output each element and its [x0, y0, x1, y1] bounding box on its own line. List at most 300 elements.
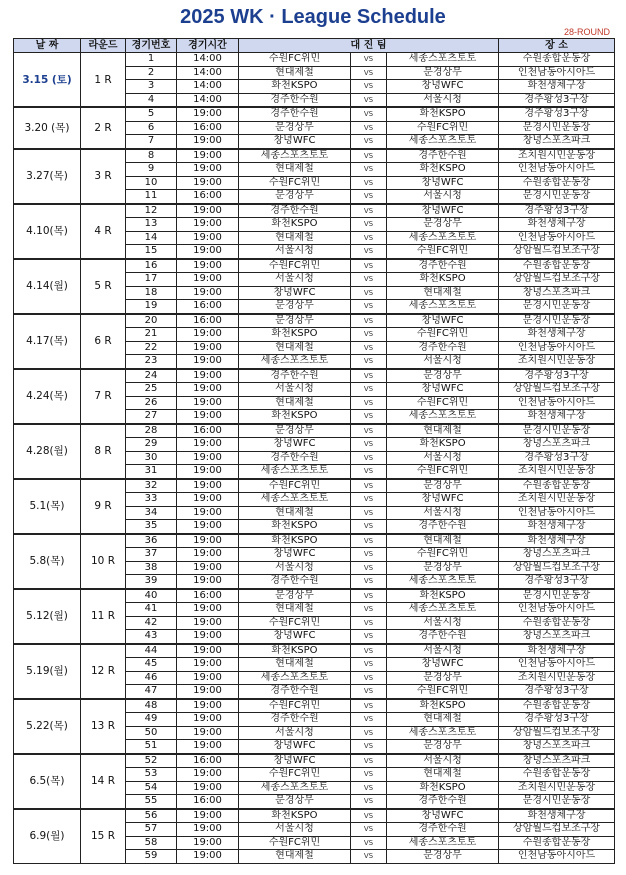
game-time: 19:00: [177, 713, 239, 727]
game-time: 16:00: [177, 754, 239, 768]
game-number: 35: [126, 520, 177, 534]
away-team: 경주한수원: [387, 341, 499, 355]
table-row: [14, 149, 615, 163]
home-team: 수원FC위민: [239, 616, 351, 630]
game-number: 23: [126, 355, 177, 369]
venue: 창녕스포츠파크: [499, 438, 615, 452]
home-team: 창녕WFC: [239, 135, 351, 149]
home-team: 세종스포츠토토: [239, 781, 351, 795]
game-number: 30: [126, 451, 177, 465]
venue: 문경시민운동장: [499, 589, 615, 603]
home-team: 수원FC위민: [239, 53, 351, 67]
venue: 문경시민운동장: [499, 190, 615, 204]
venue: 조치원시민운동장: [499, 465, 615, 479]
home-team: 서울시청: [239, 726, 351, 740]
venue: 화천생체구장: [499, 644, 615, 658]
game-time: 19:00: [177, 658, 239, 672]
match-date: 3.27(목): [14, 149, 81, 204]
away-team: 문경상무: [387, 740, 499, 754]
game-number: 3: [126, 80, 177, 94]
game-time: 19:00: [177, 396, 239, 410]
away-team: 수원FC위민: [387, 396, 499, 410]
away-team: 창녕WFC: [387, 493, 499, 507]
page-title: 2025 WK · League Schedule: [180, 6, 446, 28]
venue: 화천생체구장: [499, 328, 615, 342]
away-team: 세종스포츠토토: [387, 231, 499, 245]
game-time: 19:00: [177, 451, 239, 465]
game-time: 19:00: [177, 383, 239, 397]
vs-label: VS: [351, 53, 387, 67]
game-time: 19:00: [177, 204, 239, 218]
schedule-table: [13, 38, 615, 864]
game-time: 16:00: [177, 190, 239, 204]
game-time: 19:00: [177, 740, 239, 754]
vs-label: VS: [351, 616, 387, 630]
game-time: 19:00: [177, 176, 239, 190]
venue: 화천생체구장: [499, 520, 615, 534]
vs-label: VS: [351, 286, 387, 300]
table-row: [14, 589, 615, 603]
away-team: 화천KSPO: [387, 107, 499, 121]
venue: 창녕스포츠파크: [499, 135, 615, 149]
vs-label: VS: [351, 149, 387, 163]
away-team: 현대제철: [387, 713, 499, 727]
away-team: 문경상무: [387, 218, 499, 232]
table-row: [14, 479, 615, 493]
match-date: 4.10(목): [14, 204, 81, 259]
game-time: 19:00: [177, 245, 239, 259]
home-team: 창녕WFC: [239, 630, 351, 644]
venue: 조치원시민운동장: [499, 355, 615, 369]
home-team: 문경상무: [239, 314, 351, 328]
venue: 경주황성3구장: [499, 685, 615, 699]
away-team: 수원FC위민: [387, 685, 499, 699]
away-team: 화천KSPO: [387, 781, 499, 795]
venue: 화천생체구장: [499, 80, 615, 94]
vs-label: VS: [351, 479, 387, 493]
away-team: 서울시청: [387, 754, 499, 768]
vs-label: VS: [351, 781, 387, 795]
game-number: 29: [126, 438, 177, 452]
vs-label: VS: [351, 438, 387, 452]
game-time: 19:00: [177, 369, 239, 383]
game-time: 16:00: [177, 589, 239, 603]
away-team: 화천KSPO: [387, 438, 499, 452]
match-date: 4.17(목): [14, 314, 81, 369]
venue: 수원종합운동장: [499, 836, 615, 850]
game-number: 20: [126, 314, 177, 328]
vs-label: VS: [351, 575, 387, 589]
game-time: 19:00: [177, 671, 239, 685]
game-number: 57: [126, 823, 177, 837]
vs-label: VS: [351, 548, 387, 562]
home-team: 현대제철: [239, 396, 351, 410]
home-team: 현대제철: [239, 341, 351, 355]
col-header-date: 날 짜: [14, 39, 81, 53]
match-date: 5.19(월): [14, 644, 81, 699]
home-team: 서울시청: [239, 245, 351, 259]
game-time: 19:00: [177, 644, 239, 658]
vs-label: VS: [351, 795, 387, 809]
game-number: 5: [126, 107, 177, 121]
game-time: 19:00: [177, 149, 239, 163]
venue: 문경시민운동장: [499, 121, 615, 135]
vs-label: VS: [351, 754, 387, 768]
vs-label: VS: [351, 713, 387, 727]
game-time: 19:00: [177, 781, 239, 795]
game-number: 49: [126, 713, 177, 727]
round-label: 14 R: [81, 754, 126, 809]
col-header-venue: 장 소: [499, 39, 615, 53]
venue: 인천남동아시아드: [499, 396, 615, 410]
round-label: 6 R: [81, 314, 126, 369]
home-team: 경주한수원: [239, 575, 351, 589]
vs-label: VS: [351, 341, 387, 355]
match-date: 6.5(목): [14, 754, 81, 809]
game-number: 12: [126, 204, 177, 218]
away-team: 경주한수원: [387, 520, 499, 534]
home-team: 창녕WFC: [239, 754, 351, 768]
away-team: 서울시청: [387, 451, 499, 465]
game-number: 47: [126, 685, 177, 699]
home-team: 세종스포츠토토: [239, 465, 351, 479]
venue: 수원종합운동장: [499, 176, 615, 190]
away-team: 세종스포츠토토: [387, 53, 499, 67]
game-time: 14:00: [177, 53, 239, 67]
vs-label: VS: [351, 809, 387, 823]
venue: 경주황성3구장: [499, 713, 615, 727]
vs-label: VS: [351, 658, 387, 672]
away-team: 창녕WFC: [387, 176, 499, 190]
game-time: 19:00: [177, 836, 239, 850]
home-team: 수원FC위민: [239, 699, 351, 713]
venue: 상암월드컵보조구장: [499, 383, 615, 397]
game-number: 17: [126, 273, 177, 287]
vs-label: VS: [351, 218, 387, 232]
away-team: 화천KSPO: [387, 699, 499, 713]
match-date: 5.12(월): [14, 589, 81, 644]
vs-label: VS: [351, 740, 387, 754]
home-team: 화천KSPO: [239, 328, 351, 342]
venue: 수원종합운동장: [499, 616, 615, 630]
away-team: 세종스포츠토토: [387, 135, 499, 149]
game-number: 22: [126, 341, 177, 355]
vs-label: VS: [351, 685, 387, 699]
vs-label: VS: [351, 314, 387, 328]
match-date: 6.9(월): [14, 809, 81, 864]
away-team: 세종스포츠토토: [387, 300, 499, 314]
away-team: 경주한수원: [387, 149, 499, 163]
table-row: [14, 204, 615, 218]
game-time: 19:00: [177, 850, 239, 864]
venue: 창녕스포츠파크: [499, 286, 615, 300]
match-date: 3.15 (토): [14, 53, 81, 108]
game-number: 50: [126, 726, 177, 740]
venue: 인천남동아시아드: [499, 231, 615, 245]
game-number: 26: [126, 396, 177, 410]
game-time: 19:00: [177, 231, 239, 245]
away-team: 세종스포츠토토: [387, 410, 499, 424]
game-number: 36: [126, 534, 177, 548]
game-number: 6: [126, 121, 177, 135]
venue: 인천남동아시아드: [499, 603, 615, 617]
game-number: 48: [126, 699, 177, 713]
game-time: 19:00: [177, 603, 239, 617]
home-team: 화천KSPO: [239, 534, 351, 548]
game-number: 41: [126, 603, 177, 617]
away-team: 서울시청: [387, 644, 499, 658]
vs-label: VS: [351, 245, 387, 259]
round-label: 11 R: [81, 589, 126, 644]
match-date: 3.20 (목): [14, 107, 81, 149]
venue: 경주황성3구장: [499, 93, 615, 107]
venue: 경주황성3구장: [499, 451, 615, 465]
game-time: 16:00: [177, 121, 239, 135]
home-team: 경주한수원: [239, 93, 351, 107]
game-number: 15: [126, 245, 177, 259]
game-number: 37: [126, 548, 177, 562]
vs-label: VS: [351, 163, 387, 177]
away-team: 세종스포츠토토: [387, 603, 499, 617]
home-team: 문경상무: [239, 424, 351, 438]
game-number: 46: [126, 671, 177, 685]
home-team: 경주한수원: [239, 369, 351, 383]
game-number: 55: [126, 795, 177, 809]
home-team: 현대제철: [239, 603, 351, 617]
venue: 경주황성3구장: [499, 369, 615, 383]
vs-label: VS: [351, 603, 387, 617]
table-row: [14, 754, 615, 768]
venue: 문경시민운동장: [499, 795, 615, 809]
vs-label: VS: [351, 424, 387, 438]
game-time: 19:00: [177, 135, 239, 149]
venue: 문경시민운동장: [499, 300, 615, 314]
away-team: 세종스포츠토토: [387, 836, 499, 850]
home-team: 현대제철: [239, 231, 351, 245]
home-team: 경주한수원: [239, 204, 351, 218]
table-row: [14, 534, 615, 548]
vs-label: VS: [351, 506, 387, 520]
venue: 인천남동아시아드: [499, 658, 615, 672]
venue: 조치원시민운동장: [499, 781, 615, 795]
game-time: 16:00: [177, 314, 239, 328]
game-time: 19:00: [177, 218, 239, 232]
game-time: 19:00: [177, 630, 239, 644]
away-team: 수원FC위민: [387, 121, 499, 135]
home-team: 문경상무: [239, 190, 351, 204]
game-time: 19:00: [177, 355, 239, 369]
venue: 상암월드컵보조구장: [499, 245, 615, 259]
venue: 인천남동아시아드: [499, 850, 615, 864]
round-label: 7 R: [81, 369, 126, 424]
vs-label: VS: [351, 644, 387, 658]
game-number: 44: [126, 644, 177, 658]
venue: 경주황성3구장: [499, 204, 615, 218]
game-number: 10: [126, 176, 177, 190]
venue: 문경시민운동장: [499, 314, 615, 328]
away-team: 창녕WFC: [387, 383, 499, 397]
home-team: 수원FC위민: [239, 479, 351, 493]
venue: 수원종합운동장: [499, 768, 615, 782]
vs-label: VS: [351, 561, 387, 575]
home-team: 화천KSPO: [239, 410, 351, 424]
away-team: 경주한수원: [387, 259, 499, 273]
col-header-time: 경기시간: [177, 39, 239, 53]
round-label: 8 R: [81, 424, 126, 479]
round-label: 2 R: [81, 107, 126, 149]
game-number: 59: [126, 850, 177, 864]
venue: 문경시민운동장: [499, 424, 615, 438]
match-date: 4.28(월): [14, 424, 81, 479]
vs-label: VS: [351, 273, 387, 287]
game-time: 14:00: [177, 80, 239, 94]
game-time: 19:00: [177, 163, 239, 177]
game-number: 25: [126, 383, 177, 397]
away-team: 경주한수원: [387, 630, 499, 644]
game-time: 19:00: [177, 341, 239, 355]
match-date: 4.24(목): [14, 369, 81, 424]
away-team: 서울시청: [387, 506, 499, 520]
game-time: 16:00: [177, 424, 239, 438]
venue: 창녕스포츠파크: [499, 754, 615, 768]
away-team: 서울시청: [387, 93, 499, 107]
away-team: 창녕WFC: [387, 314, 499, 328]
away-team: 화천KSPO: [387, 163, 499, 177]
home-team: 세종스포츠토토: [239, 671, 351, 685]
game-time: 14:00: [177, 93, 239, 107]
round-label: 15 R: [81, 809, 126, 864]
vs-label: VS: [351, 534, 387, 548]
game-time: 19:00: [177, 506, 239, 520]
venue: 화천생체구장: [499, 410, 615, 424]
home-team: 경주한수원: [239, 713, 351, 727]
away-team: 서울시청: [387, 616, 499, 630]
game-number: 21: [126, 328, 177, 342]
vs-label: VS: [351, 135, 387, 149]
home-team: 서울시청: [239, 383, 351, 397]
home-team: 문경상무: [239, 300, 351, 314]
table-row: [14, 107, 615, 121]
home-team: 문경상무: [239, 795, 351, 809]
venue: 조치원시민운동장: [499, 149, 615, 163]
vs-label: VS: [351, 671, 387, 685]
game-time: 19:00: [177, 479, 239, 493]
round-label: 9 R: [81, 479, 126, 534]
round-label: 12 R: [81, 644, 126, 699]
game-number: 2: [126, 66, 177, 80]
venue: 인천남동아시아드: [499, 66, 615, 80]
away-team: 수원FC위민: [387, 245, 499, 259]
game-number: 1: [126, 53, 177, 67]
away-team: 문경상무: [387, 369, 499, 383]
vs-label: VS: [351, 300, 387, 314]
game-time: 16:00: [177, 300, 239, 314]
home-team: 수원FC위민: [239, 836, 351, 850]
home-team: 화천KSPO: [239, 809, 351, 823]
vs-label: VS: [351, 589, 387, 603]
game-number: 24: [126, 369, 177, 383]
away-team: 문경상무: [387, 671, 499, 685]
vs-label: VS: [351, 630, 387, 644]
vs-label: VS: [351, 355, 387, 369]
game-time: 19:00: [177, 438, 239, 452]
vs-label: VS: [351, 383, 387, 397]
vs-label: VS: [351, 451, 387, 465]
venue: 상암월드컵보조구장: [499, 273, 615, 287]
vs-label: VS: [351, 107, 387, 121]
away-team: 창녕WFC: [387, 658, 499, 672]
match-date: 5.22(목): [14, 699, 81, 754]
venue: 수원종합운동장: [499, 259, 615, 273]
venue: 인천남동아시아드: [499, 341, 615, 355]
col-header-game-no: 경기번호: [126, 39, 177, 53]
venue: 화천생체구장: [499, 809, 615, 823]
table-row: [14, 809, 615, 823]
away-team: 현대제철: [387, 286, 499, 300]
game-number: 8: [126, 149, 177, 163]
vs-label: VS: [351, 369, 387, 383]
game-time: 19:00: [177, 823, 239, 837]
game-number: 4: [126, 93, 177, 107]
vs-label: VS: [351, 80, 387, 94]
away-team: 문경상무: [387, 850, 499, 864]
home-team: 현대제철: [239, 506, 351, 520]
game-time: 19:00: [177, 286, 239, 300]
game-time: 19:00: [177, 273, 239, 287]
game-number: 56: [126, 809, 177, 823]
vs-label: VS: [351, 176, 387, 190]
home-team: 창녕WFC: [239, 740, 351, 754]
venue: 화천생체구장: [499, 218, 615, 232]
home-team: 화천KSPO: [239, 218, 351, 232]
home-team: 서울시청: [239, 273, 351, 287]
game-time: 19:00: [177, 465, 239, 479]
away-team: 현대제철: [387, 768, 499, 782]
table-row: [14, 644, 615, 658]
game-time: 19:00: [177, 107, 239, 121]
venue: 화천생체구장: [499, 534, 615, 548]
game-number: 51: [126, 740, 177, 754]
home-team: 현대제철: [239, 163, 351, 177]
col-header-matchup: 대 진 팀: [239, 39, 499, 53]
away-team: 문경상무: [387, 479, 499, 493]
venue: 상암월드컵보조구장: [499, 726, 615, 740]
venue: 창녕스포츠파크: [499, 740, 615, 754]
home-team: 경주한수원: [239, 107, 351, 121]
venue: 조치원시민운동장: [499, 671, 615, 685]
home-team: 수원FC위민: [239, 176, 351, 190]
vs-label: VS: [351, 204, 387, 218]
away-team: 화천KSPO: [387, 589, 499, 603]
home-team: 현대제철: [239, 66, 351, 80]
vs-label: VS: [351, 465, 387, 479]
home-team: 창녕WFC: [239, 548, 351, 562]
venue: 창녕스포츠파크: [499, 630, 615, 644]
vs-label: VS: [351, 93, 387, 107]
game-number: 9: [126, 163, 177, 177]
round-label: 10 R: [81, 534, 126, 589]
venue: 수원종합운동장: [499, 53, 615, 67]
away-team: 세종스포츠토토: [387, 575, 499, 589]
venue: 인천남동아시아드: [499, 506, 615, 520]
match-date: 5.8(목): [14, 534, 81, 589]
home-team: 수원FC위민: [239, 259, 351, 273]
home-team: 서울시청: [239, 823, 351, 837]
round-label: 13 R: [81, 699, 126, 754]
home-team: 세종스포츠토토: [239, 149, 351, 163]
away-team: 창녕WFC: [387, 809, 499, 823]
home-team: 문경상무: [239, 121, 351, 135]
